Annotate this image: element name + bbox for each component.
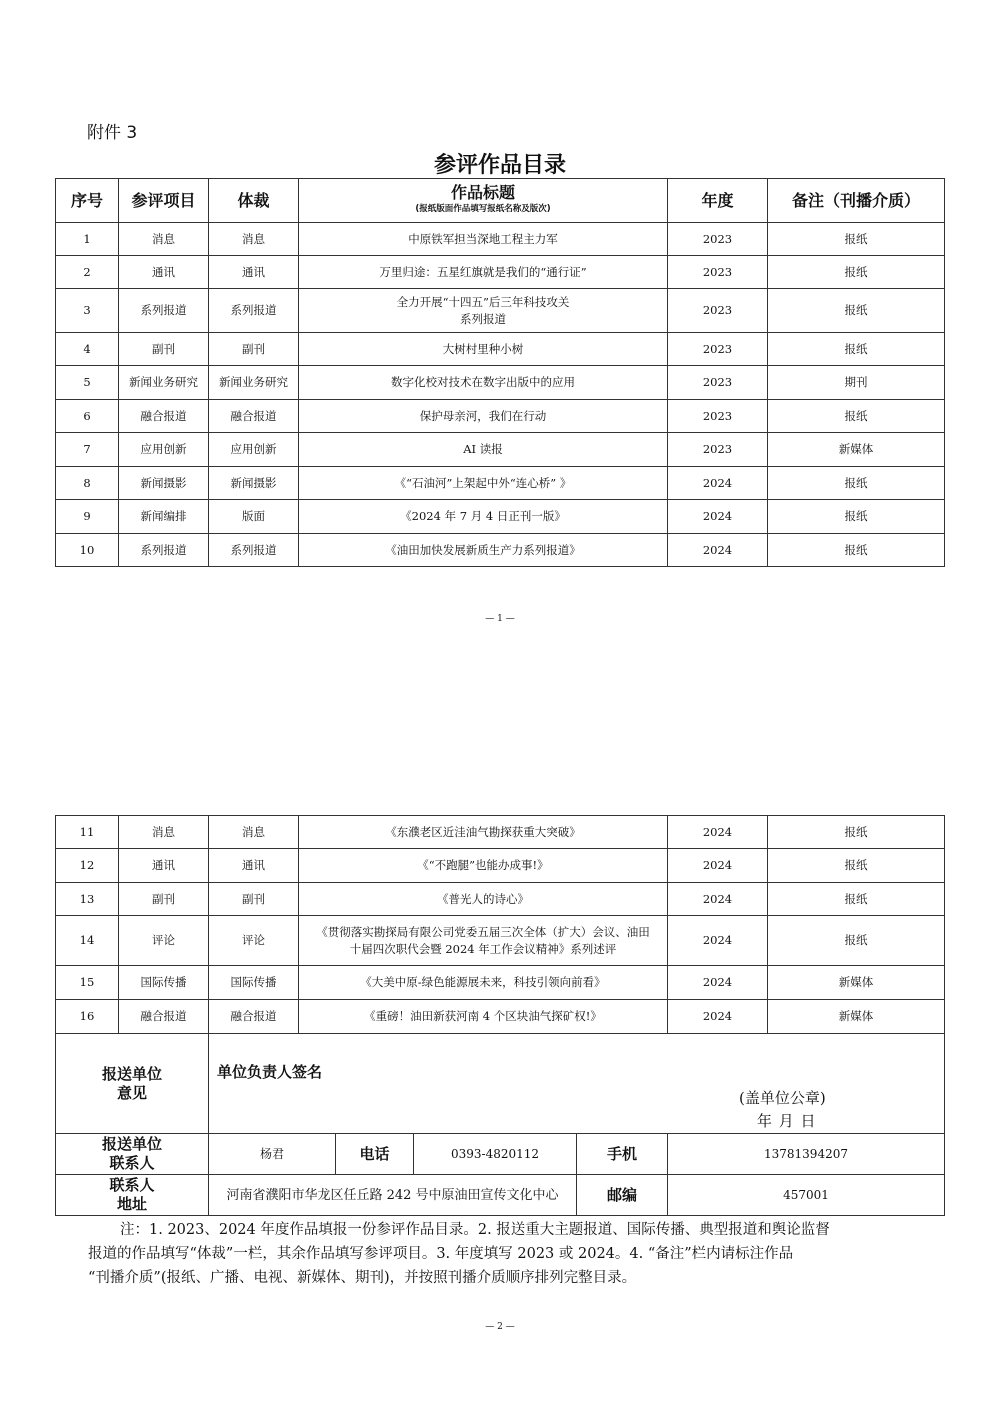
row-project: 通讯	[119, 849, 209, 883]
page-number-2: — 2 —	[485, 1322, 515, 1332]
row-year: 2024	[668, 849, 768, 883]
row-media: 期刊	[768, 366, 945, 400]
contact-name: 杨君	[209, 1134, 336, 1175]
row-title-line1: 《普光人的诗心》	[437, 891, 529, 906]
opinion-content-cell	[209, 1034, 945, 1134]
row-media: 报纸	[768, 289, 945, 333]
contact-row	[56, 1134, 945, 1175]
row-no: 2	[56, 256, 119, 289]
row-media: 新媒体	[768, 433, 945, 467]
row-title-line1: 全力开展“十四五”后三年科技攻关	[396, 294, 570, 309]
table-row	[56, 289, 945, 333]
mobile-value: 13781394207	[668, 1134, 945, 1175]
header-project: 参评项目	[119, 179, 209, 223]
row-project: 消息	[119, 816, 209, 849]
row-year: 2024	[668, 883, 768, 916]
contact-label-line2: 联系人	[109, 1154, 155, 1172]
row-media: 报纸	[768, 223, 945, 256]
opinion-label-line1: 报送单位	[101, 1064, 162, 1083]
header-work-title-note: (报纸版面作品填写报纸名称及版次)	[415, 203, 551, 214]
row-media: 报纸	[768, 400, 945, 433]
table-row	[56, 816, 945, 849]
phone-value: 0393-4820112	[414, 1134, 577, 1175]
table-row	[56, 534, 945, 567]
row-no: 11	[56, 816, 119, 849]
header-genre: 体裁	[209, 179, 299, 223]
postcode-label: 邮编	[577, 1175, 668, 1216]
row-year: 2023	[668, 400, 768, 433]
header-year: 年度	[668, 179, 768, 223]
row-media: 报纸	[768, 816, 945, 849]
row-media: 报纸	[768, 467, 945, 500]
signature-label: 单位负责人签名	[217, 1062, 323, 1081]
row-project: 国际传播	[119, 966, 209, 1000]
row-title	[299, 916, 668, 966]
row-project: 通讯	[119, 256, 209, 289]
row-genre: 评论	[209, 916, 299, 966]
row-media: 新媒体	[768, 1000, 945, 1034]
page-title: 参评作品目录	[433, 153, 566, 178]
row-no: 16	[56, 1000, 119, 1034]
row-media: 新媒体	[768, 966, 945, 1000]
row-title-line1: 数字化校对技术在数字出版中的应用	[391, 375, 575, 389]
row-project: 新闻业务研究	[119, 366, 209, 400]
row-year: 2024	[668, 966, 768, 1000]
row-year: 2023	[668, 256, 768, 289]
row-year: 2024	[668, 534, 768, 567]
row-title-line1: 《油田加快发展新质生产力系列报道》	[385, 542, 581, 557]
row-project: 评论	[119, 916, 209, 966]
row-no: 1	[56, 223, 119, 256]
table-row	[56, 500, 945, 534]
row-media: 报纸	[768, 883, 945, 916]
row-title-line1: 大树村里种小树	[442, 341, 524, 356]
row-title	[299, 289, 668, 333]
row-genre: 系列报道	[209, 534, 299, 567]
row-year: 2023	[668, 366, 768, 400]
row-no: 15	[56, 966, 119, 1000]
row-year: 2023	[668, 289, 768, 333]
row-genre: 新闻业务研究	[209, 366, 299, 400]
stamp-text: (盖单位公章)	[739, 1088, 826, 1107]
row-genre: 副刊	[209, 883, 299, 916]
note-line-2: 报道的作品填写“体裁”一栏，其余作品填写参评项目。3. 年度填写 2023 或 2024。4. “备注”栏内请标注作品	[88, 1246, 794, 1262]
row-year: 2024	[668, 500, 768, 534]
row-title-line1: 保护母亲河，我们在行动	[419, 408, 547, 423]
works-table-page1	[55, 178, 945, 567]
table-body-page1	[56, 223, 945, 567]
contact-label-line1: 报送单位	[101, 1135, 162, 1153]
row-project: 应用创新	[119, 433, 209, 467]
table-row	[56, 223, 945, 256]
row-genre: 应用创新	[209, 433, 299, 467]
row-genre: 系列报道	[209, 289, 299, 333]
row-genre: 通讯	[209, 849, 299, 883]
table-row	[56, 400, 945, 433]
row-title	[299, 883, 668, 916]
row-no: 3	[56, 289, 119, 333]
row-genre: 融合报道	[209, 400, 299, 433]
table-row	[56, 849, 945, 883]
row-media: 报纸	[768, 534, 945, 567]
table-row	[56, 1000, 945, 1034]
row-title	[299, 534, 668, 567]
row-project: 融合报道	[119, 1000, 209, 1034]
table-body-page2	[56, 816, 945, 1034]
row-title	[299, 400, 668, 433]
header-work-title-text: 作品标题	[450, 182, 515, 202]
postcode-value: 457001	[668, 1175, 945, 1216]
row-no: 4	[56, 333, 119, 366]
table-row	[56, 467, 945, 500]
row-genre: 消息	[209, 223, 299, 256]
table-header-row	[56, 179, 945, 223]
row-year: 2023	[668, 433, 768, 467]
address-label-line1: 联系人	[109, 1176, 155, 1194]
row-title-line2: 系列报道	[460, 311, 506, 326]
row-title-line2: 十届四次职代会暨 2024 年工作会议精神》系列述评	[349, 941, 617, 956]
address-value: 河南省濮阳市华龙区任丘路 242 号中原油田宣传文化中心	[209, 1175, 577, 1216]
table-row	[56, 256, 945, 289]
row-project: 副刊	[119, 883, 209, 916]
row-project: 新闻编排	[119, 500, 209, 534]
header-work-title	[299, 179, 668, 223]
row-project: 系列报道	[119, 534, 209, 567]
row-no: 5	[56, 366, 119, 400]
table-row	[56, 883, 945, 916]
row-project: 副刊	[119, 333, 209, 366]
address-label-cell	[56, 1175, 209, 1216]
row-genre: 国际传播	[209, 966, 299, 1000]
row-project: 融合报道	[119, 400, 209, 433]
row-genre: 消息	[209, 816, 299, 849]
row-year: 2024	[668, 916, 768, 966]
table-row	[56, 966, 945, 1000]
row-project: 消息	[119, 223, 209, 256]
works-table-page2	[55, 815, 945, 1216]
note-line-1: 注：1. 2023、2024 年度作品填报一份参评作品目录。2. 报送重大主题报道、国际传播、典型报道和舆论监督	[120, 1222, 830, 1238]
row-media: 报纸	[768, 333, 945, 366]
phone-label: 电话	[336, 1134, 414, 1175]
row-title	[299, 500, 668, 534]
attachment-label: 附件 3	[87, 123, 138, 143]
row-title	[299, 1000, 668, 1034]
row-no: 10	[56, 534, 119, 567]
row-no: 8	[56, 467, 119, 500]
row-title-line1: AI 读报	[463, 442, 503, 456]
row-media: 报纸	[768, 916, 945, 966]
note-line-3: “刊播介质”(报纸、广播、电视、新媒体、期刊)，并按照刊播介质顺序排列完整目录。	[88, 1270, 637, 1286]
opinion-label-line2: 意见	[116, 1083, 147, 1102]
row-title-line1: 《“石油河”上架起中外“连心桥” 》	[394, 475, 572, 490]
row-genre: 通讯	[209, 256, 299, 289]
row-title	[299, 816, 668, 849]
table-row	[56, 433, 945, 467]
row-no: 14	[56, 916, 119, 966]
contact-label-cell	[56, 1134, 209, 1175]
row-title-line1: 《贯彻落实勘探局有限公司党委五届三次全体（扩大）会议、油田	[316, 924, 650, 939]
row-title-line1: 中原铁军担当深地工程主力军	[408, 231, 558, 246]
row-title	[299, 333, 668, 366]
table-row	[56, 333, 945, 366]
row-title	[299, 223, 668, 256]
row-title-line1: 《“不跑腿”也能办成事!》	[417, 858, 549, 872]
row-year: 2024	[668, 816, 768, 849]
row-genre: 新闻摄影	[209, 467, 299, 500]
opinion-row	[56, 1034, 945, 1134]
date-text: 年 月 日	[757, 1111, 817, 1130]
row-media: 报纸	[768, 256, 945, 289]
address-label-line2: 地址	[116, 1195, 147, 1213]
row-title	[299, 366, 668, 400]
row-title	[299, 433, 668, 467]
row-title-line1: 万里归途：五星红旗就是我们的“通行证”	[379, 264, 587, 279]
row-title-line1: 《东濮老区近洼油气勘探获重大突破》	[385, 824, 581, 839]
row-project: 系列报道	[119, 289, 209, 333]
row-genre: 版面	[209, 500, 299, 534]
row-no: 13	[56, 883, 119, 916]
row-title	[299, 256, 668, 289]
row-no: 7	[56, 433, 119, 467]
header-no: 序号	[56, 179, 119, 223]
row-title-line1: 《大美中原-绿色能源展未来，科技引领向前看》	[360, 975, 606, 989]
row-title-line1: 《2024 年 7 月 4 日正刊一版》	[400, 509, 566, 523]
header-remark: 备注（刊播介质）	[768, 179, 945, 223]
row-year: 2023	[668, 223, 768, 256]
row-year: 2024	[668, 1000, 768, 1034]
row-no: 6	[56, 400, 119, 433]
row-title	[299, 849, 668, 883]
address-row	[56, 1175, 945, 1216]
row-title-line1: 《重磅！油田新获河南 4 个区块油气探矿权!》	[364, 1009, 602, 1023]
table-row	[56, 916, 945, 966]
row-year: 2024	[668, 467, 768, 500]
row-no: 9	[56, 500, 119, 534]
row-no: 12	[56, 849, 119, 883]
row-year: 2023	[668, 333, 768, 366]
row-genre: 融合报道	[209, 1000, 299, 1034]
table-row	[56, 366, 945, 400]
notes	[88, 1218, 938, 1290]
mobile-label: 手机	[577, 1134, 668, 1175]
row-media: 报纸	[768, 500, 945, 534]
row-media: 报纸	[768, 849, 945, 883]
row-title	[299, 966, 668, 1000]
opinion-label-cell	[56, 1034, 209, 1134]
row-title	[299, 467, 668, 500]
row-genre: 副刊	[209, 333, 299, 366]
row-project: 新闻摄影	[119, 467, 209, 500]
page-number-1: — 1 —	[485, 614, 515, 624]
